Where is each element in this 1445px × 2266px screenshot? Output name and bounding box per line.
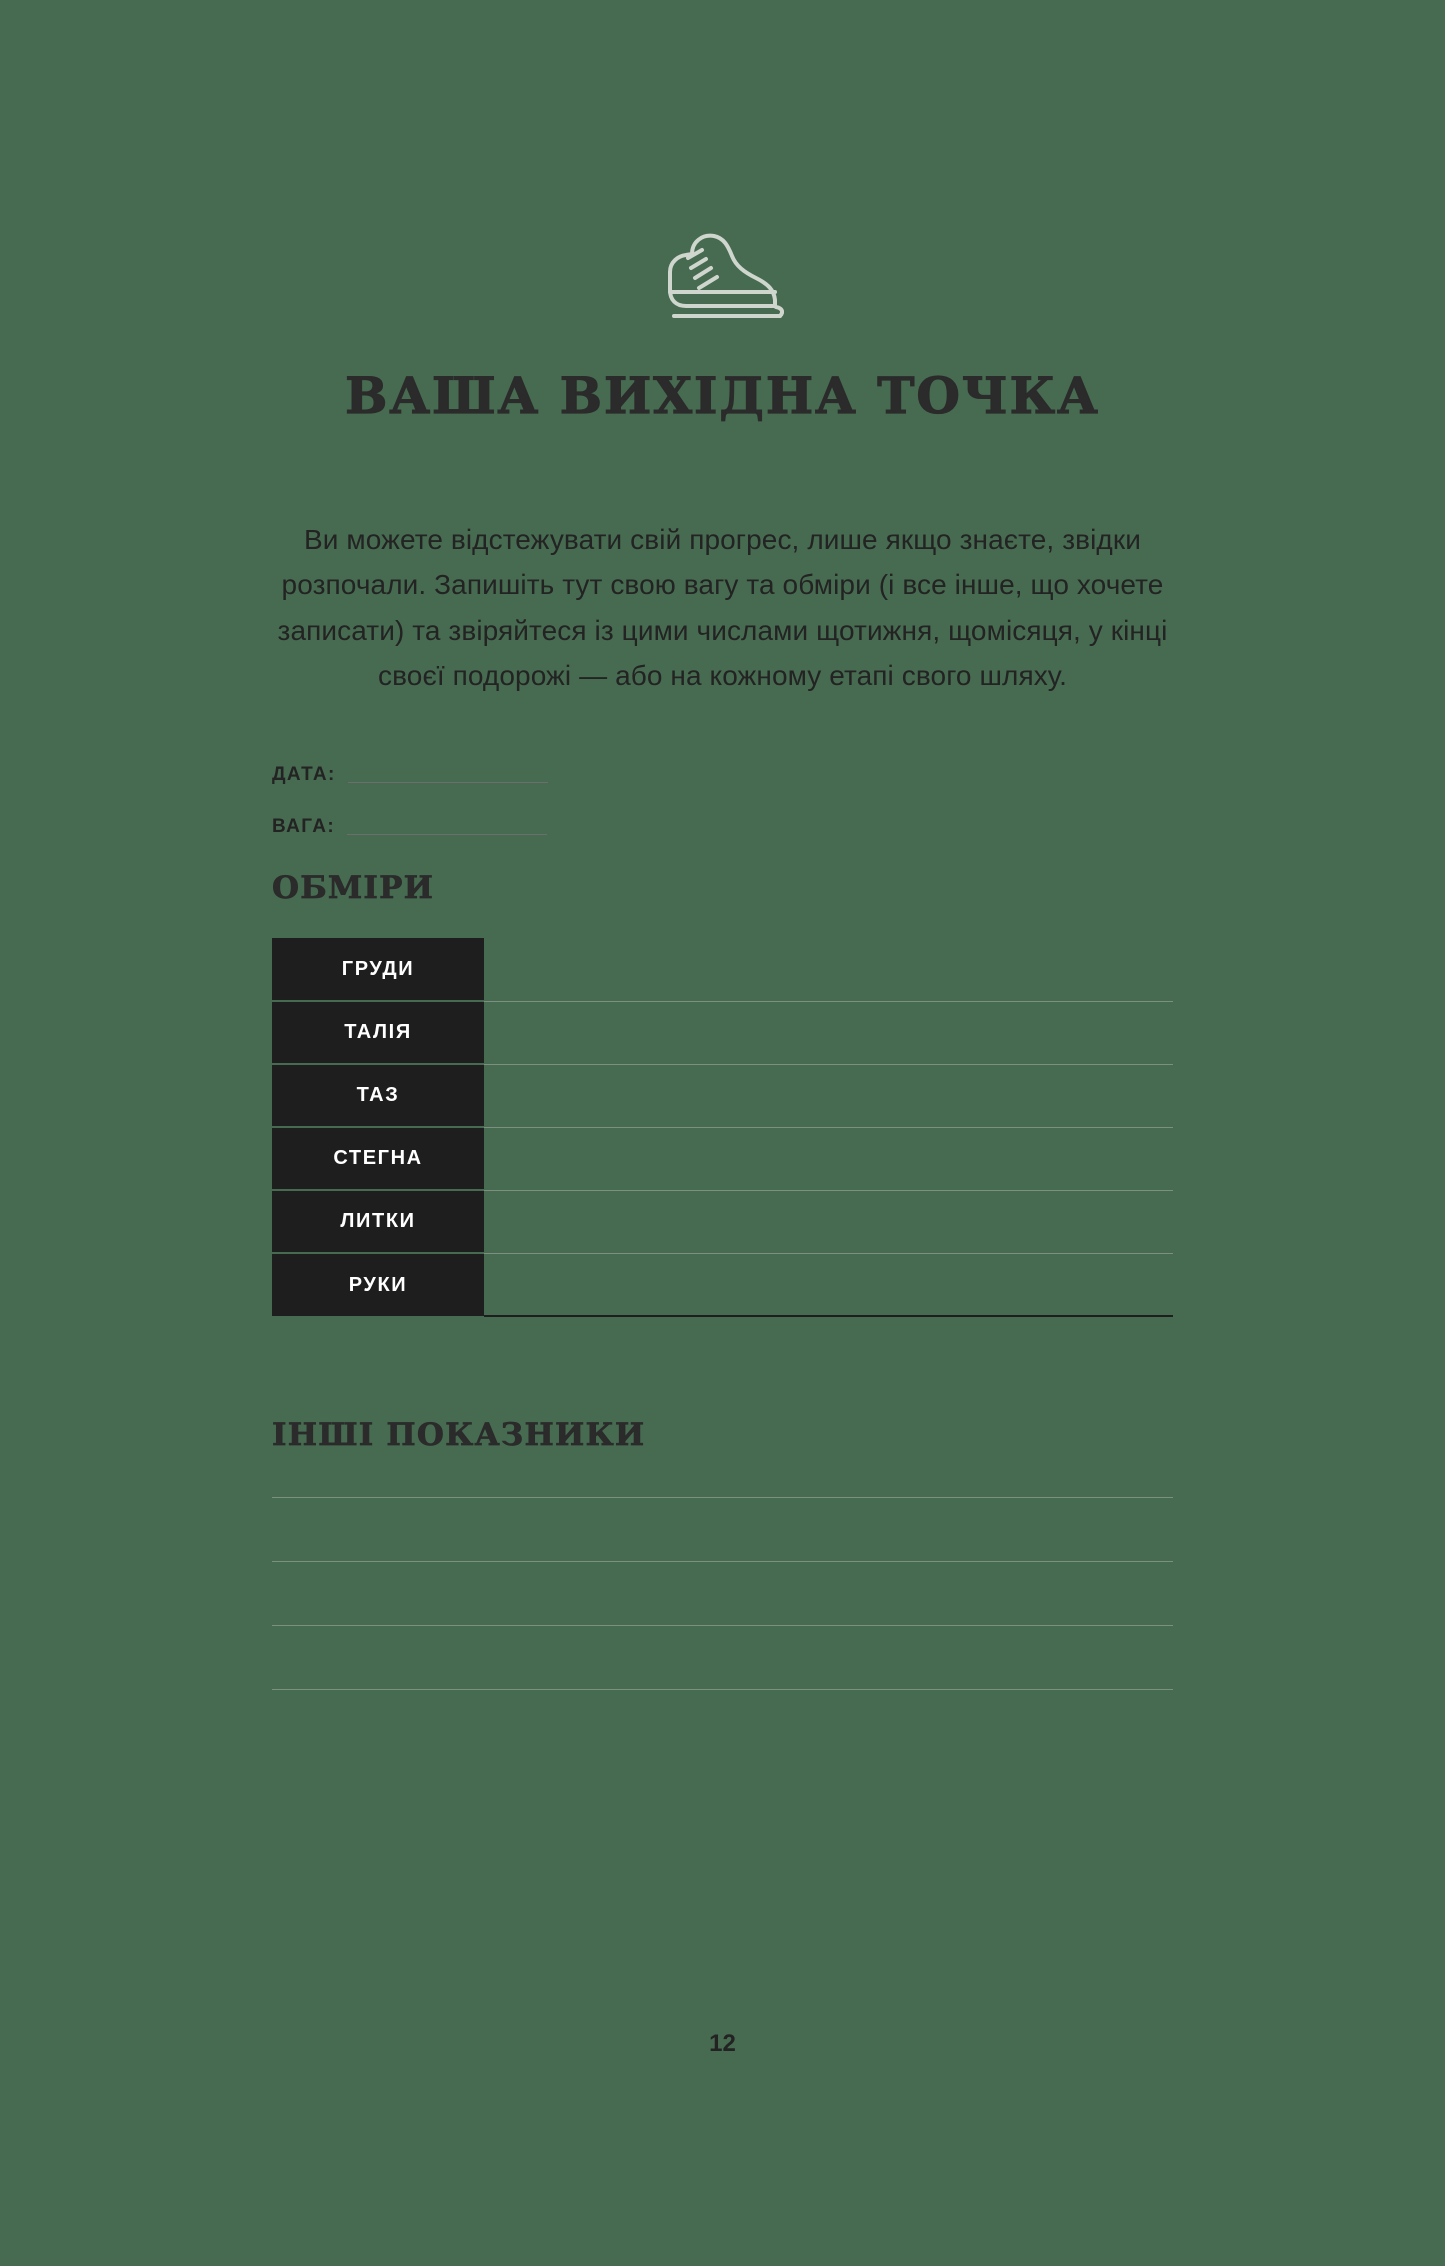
measurement-input-arms[interactable]: [484, 1253, 1173, 1316]
measurement-label-chest: ГРУДИ: [272, 938, 484, 1001]
entry-fields: [272, 764, 1173, 840]
measurement-label-calves: ЛИТКИ: [272, 1190, 484, 1253]
other-metrics-line-1[interactable]: [272, 1497, 1173, 1498]
table-row: [272, 938, 1173, 1001]
table-row: [272, 1064, 1173, 1127]
measurements-table: [272, 938, 1173, 1317]
measurement-label-waist: ТАЛІЯ: [272, 1001, 484, 1064]
other-metrics-line-3[interactable]: [272, 1625, 1173, 1626]
shoe-icon-container: [272, 0, 1173, 328]
page-number: 12: [709, 2030, 736, 2057]
table-row: [272, 1253, 1173, 1316]
weight-field-input[interactable]: [347, 834, 547, 835]
intro-paragraph: Ви можете відстежувати свій прогрес, лише якщо знаєте, звідки розпочали. Запишіть тут свою вагу та обміри (і все інше, що хочете записати) та звіряйтеся із цими числами щотижня, щомісяця, у кінці своєї подорожі — або на кожному етапі свого шляху.: [277, 524, 1168, 692]
other-metrics-line-2[interactable]: [272, 1561, 1173, 1562]
measurement-label-thighs: СТЕГНА: [272, 1127, 484, 1190]
measurement-label-arms: РУКИ: [272, 1253, 484, 1316]
measurement-input-thighs[interactable]: [484, 1127, 1173, 1190]
table-row: [272, 1127, 1173, 1190]
measurement-input-waist[interactable]: [484, 1001, 1173, 1064]
measurements-heading: ОБМІРИ: [272, 870, 435, 907]
other-metrics-lines: [272, 1497, 1173, 1690]
table-row: [272, 1001, 1173, 1064]
date-field-input[interactable]: [348, 782, 548, 783]
table-row: [272, 1190, 1173, 1253]
running-shoe-icon: [662, 228, 784, 328]
measurement-input-chest[interactable]: [484, 938, 1173, 1001]
other-metrics-heading: ІНШІ ПОКАЗНИКИ: [272, 1417, 646, 1454]
measurement-input-calves[interactable]: [484, 1190, 1173, 1253]
page-title: ВАША ВИХІДНА ТОЧКА: [345, 366, 1100, 425]
other-metrics-line-4[interactable]: [272, 1689, 1173, 1690]
weight-field-label: ВАГА:: [272, 816, 336, 838]
measurement-input-pelvis[interactable]: [484, 1064, 1173, 1127]
date-field-label: ДАТА:: [272, 764, 336, 786]
date-field-row: [272, 764, 1173, 788]
measurement-label-pelvis: ТАЗ: [272, 1064, 484, 1127]
weight-field-row: [272, 816, 1173, 840]
